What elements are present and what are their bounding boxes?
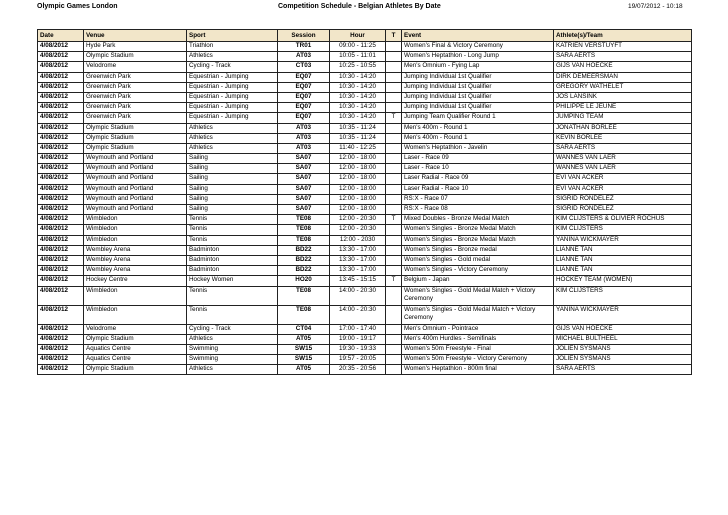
cell-team-flag xyxy=(386,324,402,334)
cell-venue: Weymouth and Portland xyxy=(84,154,187,164)
cell-date: 4/08/2012 xyxy=(38,52,84,62)
cell-venue: Weymouth and Portland xyxy=(84,184,187,194)
cell-sport: Sailing xyxy=(187,205,278,215)
cell-sport: Badminton xyxy=(187,245,278,255)
cell-venue: Wembley Arena xyxy=(84,245,187,255)
cell-team-flag xyxy=(386,143,402,153)
cell-event: Women's Singles - Bronze Medal Match xyxy=(402,225,554,235)
cell-session: TE08 xyxy=(278,225,330,235)
cell-session: SA07 xyxy=(278,205,330,215)
cell-team-flag xyxy=(386,365,402,375)
table-row xyxy=(38,235,692,245)
cell-sport: Tennis xyxy=(187,235,278,245)
cell-sport: Equestrian - Jumping xyxy=(187,103,278,113)
cell-date: 4/08/2012 xyxy=(38,324,84,334)
table-row xyxy=(38,276,692,286)
cell-event: Women's Singles - Victory Ceremony xyxy=(402,266,554,276)
cell-date: 4/08/2012 xyxy=(38,154,84,164)
cell-date: 4/08/2012 xyxy=(38,174,84,184)
cell-sport: Equestrian - Jumping xyxy=(187,82,278,92)
cell-athlete: KATRIEN VERSTUYFT xyxy=(554,42,692,52)
table-row xyxy=(38,194,692,204)
cell-event: Men's Omnium - Fying Lap xyxy=(402,62,554,72)
cell-date: 4/08/2012 xyxy=(38,42,84,52)
cell-hour: 12:00 - 18:00 xyxy=(330,154,386,164)
cell-team-flag xyxy=(386,235,402,245)
cell-sport: Athletics xyxy=(187,334,278,344)
cell-hour: 10:30 - 14:20 xyxy=(330,82,386,92)
cell-hour: 12:00 - 18:00 xyxy=(330,184,386,194)
cell-team-flag xyxy=(386,52,402,62)
cell-event: Men's Omnium - Pointrace xyxy=(402,324,554,334)
cell-venue: Wimbledon xyxy=(84,305,187,324)
table-row xyxy=(38,305,692,324)
cell-sport: Swimming xyxy=(187,344,278,354)
cell-event: Women's Singles - Bronze Medal Match xyxy=(402,235,554,245)
cell-date: 4/08/2012 xyxy=(38,255,84,265)
cell-sport: Sailing xyxy=(187,154,278,164)
table-row xyxy=(38,184,692,194)
table-row xyxy=(38,334,692,344)
cell-event: RS:X - Race 07 xyxy=(402,194,554,204)
cell-team-flag xyxy=(386,355,402,365)
cell-team-flag xyxy=(386,154,402,164)
cell-sport: Athletics xyxy=(187,52,278,62)
cell-sport: Sailing xyxy=(187,174,278,184)
cell-hour: 12:00 - 18:00 xyxy=(330,194,386,204)
cell-athlete: JUMPING TEAM xyxy=(554,113,692,123)
cell-venue: Wimbledon xyxy=(84,225,187,235)
cell-sport: Cycling - Track xyxy=(187,324,278,334)
cell-date: 4/08/2012 xyxy=(38,143,84,153)
table-row xyxy=(38,365,692,375)
cell-team-flag xyxy=(386,72,402,82)
schedule-title: Competition Schedule - Belgian Athletes By Date xyxy=(278,3,441,10)
table-row xyxy=(38,92,692,102)
cell-team-flag xyxy=(386,266,402,276)
cell-event: Jumping Individual 1st Qualifier xyxy=(402,72,554,82)
cell-session: SA07 xyxy=(278,154,330,164)
cell-sport: Athletics xyxy=(187,143,278,153)
cell-hour: 10:35 - 11:24 xyxy=(330,123,386,133)
cell-venue: Velodrome xyxy=(84,324,187,334)
cell-sport: Cycling - Track xyxy=(187,62,278,72)
cell-date: 4/08/2012 xyxy=(38,215,84,225)
cell-event: Women's 50m Freestyle - Final xyxy=(402,344,554,354)
cell-session: TR01 xyxy=(278,42,330,52)
cell-date: 4/08/2012 xyxy=(38,365,84,375)
cell-session: EQ07 xyxy=(278,72,330,82)
cell-session: TE08 xyxy=(278,235,330,245)
cell-venue: Wimbledon xyxy=(84,215,187,225)
cell-athlete: LIANNE TAN xyxy=(554,255,692,265)
cell-venue: Weymouth and Portland xyxy=(84,205,187,215)
cell-hour: 19:00 - 19:17 xyxy=(330,334,386,344)
cell-venue: Olympic Stadium xyxy=(84,133,187,143)
cell-date: 4/08/2012 xyxy=(38,225,84,235)
cell-sport: Swimming xyxy=(187,355,278,365)
cell-athlete: SIGRID RONDELEZ xyxy=(554,205,692,215)
cell-event: Men's 400m - Round 1 xyxy=(402,133,554,143)
cell-venue: Wembley Arena xyxy=(84,255,187,265)
cell-team-flag xyxy=(386,62,402,72)
cell-session: EQ07 xyxy=(278,113,330,123)
col-header-hour: Hour xyxy=(330,30,386,42)
cell-date: 4/08/2012 xyxy=(38,245,84,255)
cell-sport: Tennis xyxy=(187,225,278,235)
cell-team-flag xyxy=(386,123,402,133)
cell-event: Men's 400m - Round 1 xyxy=(402,123,554,133)
cell-team-flag xyxy=(386,184,402,194)
cell-hour: 12:00 - 20:30 xyxy=(330,215,386,225)
col-header-event: Event xyxy=(402,30,554,42)
cell-team-flag xyxy=(386,103,402,113)
cell-venue: Greenwich Park xyxy=(84,92,187,102)
cell-date: 4/08/2012 xyxy=(38,334,84,344)
cell-event: Laser Radial - Race 10 xyxy=(402,184,554,194)
cell-hour: 12:00 - 18:00 xyxy=(330,174,386,184)
table-row xyxy=(38,174,692,184)
cell-athlete: YANINA WICKMAYER xyxy=(554,305,692,324)
cell-athlete: JOS LANSINK xyxy=(554,92,692,102)
cell-date: 4/08/2012 xyxy=(38,92,84,102)
cell-session: SW15 xyxy=(278,355,330,365)
cell-hour: 12:00 - 18:00 xyxy=(330,205,386,215)
cell-session: SA07 xyxy=(278,174,330,184)
cell-venue: Hyde Park xyxy=(84,42,187,52)
cell-session: CT04 xyxy=(278,324,330,334)
schedule-table xyxy=(37,29,692,375)
cell-team-flag xyxy=(386,42,402,52)
cell-session: BD22 xyxy=(278,255,330,265)
cell-sport: Badminton xyxy=(187,255,278,265)
cell-hour: 10:25 - 10:55 xyxy=(330,62,386,72)
table-row xyxy=(38,82,692,92)
cell-sport: Tennis xyxy=(187,286,278,305)
cell-hour: 17:00 - 17:40 xyxy=(330,324,386,334)
cell-hour: 12:00 - 20:30 xyxy=(330,225,386,235)
cell-session: AT03 xyxy=(278,52,330,62)
cell-team-flag xyxy=(386,174,402,184)
col-header-session: Session xyxy=(278,30,330,42)
cell-hour: 19:30 - 19:33 xyxy=(330,344,386,354)
cell-venue: Velodrome xyxy=(84,62,187,72)
cell-date: 4/08/2012 xyxy=(38,266,84,276)
cell-team-flag: T xyxy=(386,215,402,225)
cell-venue: Weymouth and Portland xyxy=(84,194,187,204)
cell-hour: 10:35 - 11:24 xyxy=(330,133,386,143)
cell-athlete: YANINA WICKMAYER xyxy=(554,235,692,245)
cell-athlete: GIJS VAN HOECKE xyxy=(554,324,692,334)
cell-session: AT03 xyxy=(278,123,330,133)
cell-session: SA07 xyxy=(278,164,330,174)
cell-event: Women's Final & Victory Ceremony xyxy=(402,42,554,52)
table-row xyxy=(38,324,692,334)
cell-athlete: JOLIEN SYSMANS xyxy=(554,355,692,365)
table-row xyxy=(38,143,692,153)
cell-hour: 12:00 - 18:00 xyxy=(330,164,386,174)
cell-hour: 12:00 - 2030 xyxy=(330,235,386,245)
cell-hour: 20:35 - 20:56 xyxy=(330,365,386,375)
cell-date: 4/08/2012 xyxy=(38,276,84,286)
cell-event: Jumping Team Qualifier Round 1 xyxy=(402,113,554,123)
cell-event: Belgium - Japan xyxy=(402,276,554,286)
cell-session: AT03 xyxy=(278,133,330,143)
col-header-sport: Sport xyxy=(187,30,278,42)
table-row xyxy=(38,164,692,174)
cell-session: EQ07 xyxy=(278,82,330,92)
cell-session: CT03 xyxy=(278,62,330,72)
cell-athlete: MICHAEL BULTHEEL xyxy=(554,334,692,344)
cell-sport: Triathlon xyxy=(187,42,278,52)
report-title: Olympic Games London xyxy=(37,3,118,10)
cell-team-flag xyxy=(386,82,402,92)
cell-athlete: SIGRID RONDELEZ xyxy=(554,194,692,204)
cell-sport: Badminton xyxy=(187,266,278,276)
cell-sport: Equestrian - Jumping xyxy=(187,72,278,82)
print-timestamp: 19/07/2012 - 10:18 xyxy=(628,3,683,10)
cell-date: 4/08/2012 xyxy=(38,235,84,245)
cell-sport: Hockey Women xyxy=(187,276,278,286)
cell-venue: Aquatics Centre xyxy=(84,355,187,365)
table-row xyxy=(38,245,692,255)
cell-hour: 13:30 - 17:00 xyxy=(330,266,386,276)
cell-session: SW15 xyxy=(278,344,330,354)
cell-date: 4/08/2012 xyxy=(38,133,84,143)
cell-date: 4/08/2012 xyxy=(38,194,84,204)
cell-date: 4/08/2012 xyxy=(38,82,84,92)
table-row xyxy=(38,133,692,143)
cell-team-flag xyxy=(386,245,402,255)
cell-event: Women's 50m Freestyle - Victory Ceremony xyxy=(402,355,554,365)
cell-athlete: EVI VAN ACKER xyxy=(554,174,692,184)
cell-sport: Sailing xyxy=(187,184,278,194)
cell-sport: Sailing xyxy=(187,164,278,174)
cell-hour: 14:00 - 20:30 xyxy=(330,286,386,305)
cell-sport: Tennis xyxy=(187,215,278,225)
cell-event: Laser Radial - Race 09 xyxy=(402,174,554,184)
header-row xyxy=(38,30,692,42)
cell-athlete: DIRK DEMEERSMAN xyxy=(554,72,692,82)
cell-venue: Olympic Stadium xyxy=(84,334,187,344)
cell-event: Women's Singles - Bronze medal xyxy=(402,245,554,255)
cell-venue: Wembley Arena xyxy=(84,266,187,276)
cell-event: Men's 400m Hurdles - Semifinals xyxy=(402,334,554,344)
cell-hour: 09:00 - 11:25 xyxy=(330,42,386,52)
cell-date: 4/08/2012 xyxy=(38,103,84,113)
cell-hour: 10:30 - 14:20 xyxy=(330,72,386,82)
cell-hour: 10:30 - 14:20 xyxy=(330,113,386,123)
cell-venue: Wimbledon xyxy=(84,286,187,305)
cell-hour: 14:00 - 20:30 xyxy=(330,305,386,324)
cell-date: 4/08/2012 xyxy=(38,62,84,72)
cell-event: Jumping Individual 1st Qualifier xyxy=(402,92,554,102)
cell-hour: 10:30 - 14:20 xyxy=(330,103,386,113)
cell-athlete: WANNES VAN LAER xyxy=(554,164,692,174)
cell-venue: Greenwich Park xyxy=(84,113,187,123)
cell-athlete: GREGORY WATHELET xyxy=(554,82,692,92)
table-row xyxy=(38,62,692,72)
table-row xyxy=(38,103,692,113)
cell-date: 4/08/2012 xyxy=(38,205,84,215)
table-row xyxy=(38,225,692,235)
cell-team-flag xyxy=(386,286,402,305)
cell-team-flag xyxy=(386,305,402,324)
cell-athlete: SARA AERTS xyxy=(554,365,692,375)
cell-date: 4/08/2012 xyxy=(38,184,84,194)
table-row xyxy=(38,266,692,276)
cell-athlete: KIM CLIJSTERS & OLIVIER ROCHUS xyxy=(554,215,692,225)
table-row xyxy=(38,355,692,365)
col-header-athlete: Athlete(s)/Team xyxy=(554,30,692,42)
cell-team-flag xyxy=(386,205,402,215)
cell-session: TE08 xyxy=(278,286,330,305)
cell-venue: Hockey Centre xyxy=(84,276,187,286)
cell-team-flag: T xyxy=(386,276,402,286)
cell-venue: Greenwich Park xyxy=(84,82,187,92)
cell-session: AT05 xyxy=(278,365,330,375)
cell-event: Laser - Race 09 xyxy=(402,154,554,164)
cell-hour: 10:30 - 14:20 xyxy=(330,92,386,102)
cell-event: Jumping Individual 1st Qualifier xyxy=(402,82,554,92)
cell-date: 4/08/2012 xyxy=(38,344,84,354)
cell-venue: Olympic Stadium xyxy=(84,52,187,62)
cell-session: TE08 xyxy=(278,305,330,324)
cell-athlete: KIM CLIJSTERS xyxy=(554,286,692,305)
col-header-team-flag: T xyxy=(386,30,402,42)
cell-hour: 19:57 - 20:05 xyxy=(330,355,386,365)
cell-event: Women's Heptathlon - 800m final xyxy=(402,365,554,375)
cell-sport: Equestrian - Jumping xyxy=(187,92,278,102)
cell-team-flag xyxy=(386,225,402,235)
cell-hour: 13:30 - 17:00 xyxy=(330,255,386,265)
cell-team-flag xyxy=(386,133,402,143)
table-row xyxy=(38,123,692,133)
cell-hour: 10:05 - 11:01 xyxy=(330,52,386,62)
table-row xyxy=(38,113,692,123)
cell-hour: 13:30 - 17:00 xyxy=(330,245,386,255)
cell-session: BD22 xyxy=(278,245,330,255)
cell-athlete: EVI VAN ACKER xyxy=(554,184,692,194)
cell-event: Women's Singles - Gold Medal Match + Victory Ceremony xyxy=(402,305,554,324)
cell-hour: 13:45 - 15:15 xyxy=(330,276,386,286)
cell-date: 4/08/2012 xyxy=(38,113,84,123)
cell-date: 4/08/2012 xyxy=(38,123,84,133)
schedule-body xyxy=(38,42,692,375)
cell-venue: Greenwich Park xyxy=(84,72,187,82)
cell-session: BD22 xyxy=(278,266,330,276)
cell-venue: Olympic Stadium xyxy=(84,143,187,153)
cell-venue: Weymouth and Portland xyxy=(84,174,187,184)
cell-session: AT05 xyxy=(278,334,330,344)
cell-team-flag xyxy=(386,194,402,204)
cell-athlete: LIANNE TAN xyxy=(554,266,692,276)
cell-event: Laser - Race 10 xyxy=(402,164,554,174)
cell-athlete: SARA AERTS xyxy=(554,52,692,62)
cell-date: 4/08/2012 xyxy=(38,286,84,305)
cell-athlete: PHILIPPE LE JEUNE xyxy=(554,103,692,113)
table-row xyxy=(38,255,692,265)
cell-athlete: GIJS VAN HOECKE xyxy=(554,62,692,72)
table-row xyxy=(38,344,692,354)
cell-session: HO20 xyxy=(278,276,330,286)
table-row xyxy=(38,52,692,62)
cell-session: EQ07 xyxy=(278,103,330,113)
cell-event: Women's Singles - Gold Medal Match + Victory Ceremony xyxy=(402,286,554,305)
cell-sport: Athletics xyxy=(187,133,278,143)
cell-session: TE08 xyxy=(278,215,330,225)
cell-athlete: WANNES VAN LAER xyxy=(554,154,692,164)
cell-session: EQ07 xyxy=(278,92,330,102)
cell-session: SA07 xyxy=(278,194,330,204)
cell-athlete: KEVIN BORLÉE xyxy=(554,133,692,143)
cell-event: Women's Singles - Gold medal xyxy=(402,255,554,265)
cell-event: Mixed Doubles - Bronze Medal Match xyxy=(402,215,554,225)
table-row xyxy=(38,215,692,225)
cell-athlete: LIANNE TAN xyxy=(554,245,692,255)
cell-team-flag xyxy=(386,334,402,344)
cell-venue: Olympic Stadium xyxy=(84,123,187,133)
cell-team-flag xyxy=(386,164,402,174)
col-header-date: Date xyxy=(38,30,84,42)
cell-sport: Athletics xyxy=(187,123,278,133)
cell-event: Jumping Individual 1st Qualifier xyxy=(402,103,554,113)
cell-venue: Aquatics Centre xyxy=(84,344,187,354)
cell-team-flag xyxy=(386,92,402,102)
cell-date: 4/08/2012 xyxy=(38,164,84,174)
table-row xyxy=(38,72,692,82)
cell-event: Women's Heptathlon - Javelin xyxy=(402,143,554,153)
col-header-venue: Venue xyxy=(84,30,187,42)
cell-date: 4/08/2012 xyxy=(38,355,84,365)
cell-sport: Athletics xyxy=(187,365,278,375)
table-row xyxy=(38,286,692,305)
cell-venue: Olympic Stadium xyxy=(84,365,187,375)
cell-athlete: HOCKEY TEAM (WOMEN) xyxy=(554,276,692,286)
cell-athlete: JONATHAN BORLÉE xyxy=(554,123,692,133)
cell-athlete: SARA AERTS xyxy=(554,143,692,153)
cell-athlete: JOLIEN SYSMANS xyxy=(554,344,692,354)
cell-hour: 11:40 - 12:25 xyxy=(330,143,386,153)
cell-venue: Weymouth and Portland xyxy=(84,164,187,174)
table-row xyxy=(38,42,692,52)
cell-event: Women's Heptathlon - Long Jump xyxy=(402,52,554,62)
table-row xyxy=(38,154,692,164)
cell-team-flag xyxy=(386,255,402,265)
cell-team-flag: T xyxy=(386,113,402,123)
cell-date: 4/08/2012 xyxy=(38,305,84,324)
table-row xyxy=(38,205,692,215)
cell-date: 4/08/2012 xyxy=(38,72,84,82)
cell-sport: Tennis xyxy=(187,305,278,324)
cell-team-flag xyxy=(386,344,402,354)
cell-event: RS:X - Race 08 xyxy=(402,205,554,215)
cell-session: SA07 xyxy=(278,184,330,194)
cell-sport: Sailing xyxy=(187,194,278,204)
cell-session: AT03 xyxy=(278,143,330,153)
cell-venue: Wimbledon xyxy=(84,235,187,245)
cell-venue: Greenwich Park xyxy=(84,103,187,113)
cell-athlete: KIM CLIJSTERS xyxy=(554,225,692,235)
cell-sport: Equestrian - Jumping xyxy=(187,113,278,123)
